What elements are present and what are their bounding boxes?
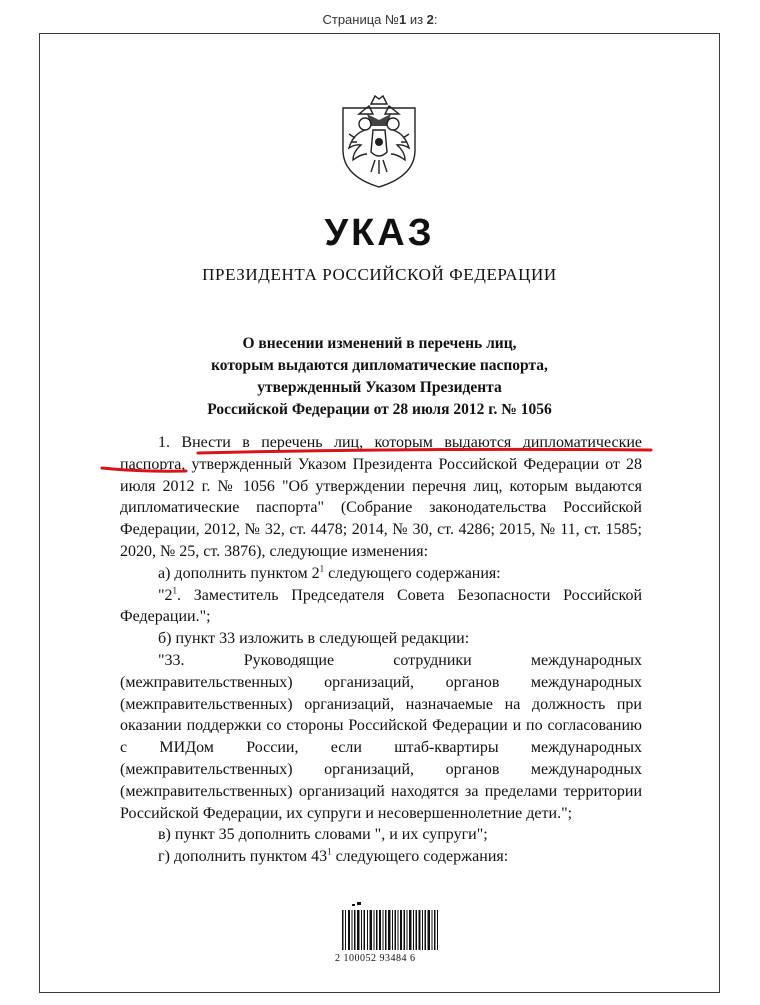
document-heading [40, 333, 719, 421]
heading-line: утвержденный Указом Президента [257, 379, 502, 396]
subitem-v: в) пункт 35 дополнить словами ", и их супруги"; [158, 826, 488, 844]
heading-line: Российской Федерации от 28 июля 2012 г. № 1056 [207, 401, 552, 418]
heading-line: О внесении изменений в перечень лиц, [242, 335, 517, 352]
page-indicator: Страница №1 из 2: [322, 12, 438, 27]
subitem-a: а) дополнить пунктом $2^1$ следующего содержания: [158, 563, 501, 582]
coat-of-arms-icon [337, 90, 421, 190]
barcode-number: 2 100052 93484 6 [335, 953, 416, 964]
current-page-number: 1 [398, 12, 407, 27]
barcode [340, 902, 440, 957]
document-page [39, 33, 720, 993]
subitem-g: г) дополнить пунктом $43^1$ следующего содержания: [158, 846, 509, 866]
quote-33: "33. Руководящие сотрудники международных (межправительственных) организаций, органов международных (межправительственных) организаций, назначаемые на должность при оказании поддержки со стороны Российской Федерации и по согласованию с МИДом России, если штаб-квартиры международных (межправительственных) организаций, органов международных (межправительственных) организаций находятся за пределами территории Российской Федерации, их супруги и несовершеннолетние дети."; [120, 651, 642, 822]
decree-title: УКАЗ [324, 212, 435, 254]
subitem-b: б) пункт 33 изложить в следующей редакции: [158, 630, 470, 648]
quote-2-1: "$2^1$. Заместитель Председателя Совета Безопасности Российской Федерации."; [120, 585, 642, 626]
barcode-icon [340, 902, 440, 952]
heading-line: которым выдаются дипломатические паспорта, [211, 357, 548, 374]
total-pages-number: 2 [426, 12, 434, 27]
paragraph-1: 1. Внести в перечень лиц, которым выдаются дипломатические паспорта, утвержденный Указом Президента Российской Федерации от 28 июля 2012 г. № 1056 "Об утверждении перечня лиц, которым выдаются дипломатические паспорта" (Собрание законодательства Российской Федерации, 2012, № 32, ст. 4478; 2014, № 30, ст. 4286; 2015, № 11, ст. 1585; 2020, № 25, ст. 3876), следующие изменения: [120, 434, 642, 560]
document-body [120, 432, 642, 868]
decree-subtitle: ПРЕЗИДЕНТА РОССИЙСКОЙ ФЕДЕРАЦИИ [202, 265, 557, 284]
